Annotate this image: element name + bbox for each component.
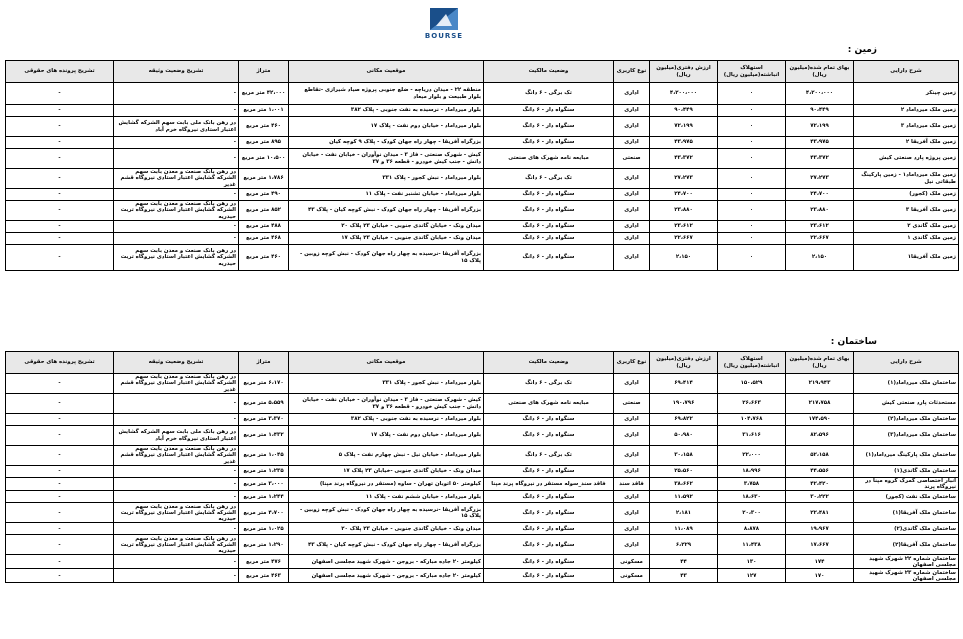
cell-asset-description: ساختمان ملک میرداماد(۳) — [854, 426, 959, 446]
cell-accumulated-depreciation: ۲۶،۶۶۳ — [718, 394, 786, 414]
cell-ownership-status: تک برگی - ۶ دانگ — [484, 446, 614, 466]
header-accumulated-depreciation: استهلاک انباشته(میلیون ریال) — [718, 352, 786, 374]
cell-ownership-status: سنگواه دار - ۶ دانگ — [484, 414, 614, 426]
building-header-row — [6, 352, 959, 374]
cell-cost-price: ۵۲،۱۵۸ — [786, 446, 854, 466]
cell-area: ۴۶۸ متر مربع — [239, 233, 289, 245]
cell-location: بلوار میرداماد - خیابان ششم نفت - پلاک ۱۱ — [289, 491, 484, 503]
cell-asset-description: زمین ملک آفریقا۱ — [854, 245, 959, 271]
cell-cost-price: ۱۹،۹۶۷ — [786, 523, 854, 535]
cell-legal-cases: - — [6, 137, 114, 149]
cell-accumulated-depreciation: ۰ — [718, 137, 786, 149]
cell-legal-cases: - — [6, 569, 114, 583]
cell-usage-type: اداری — [614, 466, 650, 478]
cell-legal-cases: - — [6, 478, 114, 491]
cell-location: کیش - شهرک صنعتی - فاز ۳ - میدان نوآوران - خیابان نفت - خیابان دانش - جنب کیش خودرو - قطعه ۳۶ و ۳۷ — [289, 149, 484, 169]
table-row — [6, 394, 959, 414]
header-asset-description: شرح دارایی — [854, 61, 959, 83]
table-row — [6, 137, 959, 149]
cell-legal-cases: - — [6, 169, 114, 189]
cell-cost-price: ۴،۲۰۰،۰۰۰ — [786, 83, 854, 105]
cell-location: میدان ونک - خیابان گاندی جنوبی -خیابان ۲۳ پلاک ۱۷ — [289, 466, 484, 478]
cell-legal-cases: - — [6, 201, 114, 221]
cell-usage-type: صنعتی — [614, 149, 650, 169]
cell-mortgage-status: - — [114, 491, 239, 503]
header-mortgage-status: تشریح وضعیت وثیقه — [114, 61, 239, 83]
cell-book-value: ۱۹۰،۷۹۶ — [650, 394, 718, 414]
cell-ownership-status: فاقد سند_سوله مستقر در نیروگاه پرند مپنا — [484, 478, 614, 491]
cell-area: ۱،۰۴۵ متر مربع — [239, 446, 289, 466]
cell-mortgage-status: - — [114, 149, 239, 169]
cell-cost-price: ۱۷۰ — [786, 569, 854, 583]
cell-book-value: ۲،۱۵۰ — [650, 245, 718, 271]
cell-legal-cases: - — [6, 535, 114, 555]
cell-mortgage-status: در رهن بانک صنعت و معدن بابت سهم الشرکه گشایش اعتبار استادی نیروگاه قشم غدیر — [114, 446, 239, 466]
cell-cost-price: ۴۲،۴۲۰ — [786, 478, 854, 491]
cell-ownership-status: سنگواه دار - ۶ دانگ — [484, 523, 614, 535]
cell-legal-cases: - — [6, 233, 114, 245]
cell-legal-cases: - — [6, 394, 114, 414]
cell-asset-description: ساختمان ملک گاندی(۲) — [854, 523, 959, 535]
cell-legal-cases: - — [6, 555, 114, 569]
table-row — [6, 446, 959, 466]
cell-book-value: ۱۱،۰۸۹ — [650, 523, 718, 535]
header-legal-cases: تشریح پرونده های حقوقی — [6, 352, 114, 374]
cell-book-value: ۴۴ — [650, 555, 718, 569]
cell-asset-description: زمین چینکر — [854, 83, 959, 105]
cell-mortgage-status: در رهن بانک صنعت و معدن بابت سهم الشرکه گشایش اعتبار استادی نیروگاه تربت حیدریه — [114, 503, 239, 523]
cell-legal-cases: - — [6, 117, 114, 137]
cell-mortgage-status: - — [114, 569, 239, 583]
cell-location: بلوار میرداماد - نرسیده به نفت جنوبی - پلاک ۳۸۲ — [289, 105, 484, 117]
cell-book-value: ۲۵،۵۶۰ — [650, 466, 718, 478]
header-cost-price: بهای تمام شده(میلیون ریال) — [786, 61, 854, 83]
table-row — [6, 83, 959, 105]
header-book-value: ارزش دفتری(میلیون ریال) — [650, 352, 718, 374]
table-row — [6, 491, 959, 503]
cell-usage-type: مسکونی — [614, 569, 650, 583]
cell-book-value: ۲۳،۸۸۰ — [650, 201, 718, 221]
cell-area: ۱،۲۴۴ متر مربع — [239, 491, 289, 503]
cell-location: بزرگراه آفریقا -نرسیده به چهار راه جهان کودک - نبش کوچه زوبین - پلاک ۱۵ — [289, 245, 484, 271]
cell-ownership-status: سنگواه دار - ۶ دانگ — [484, 555, 614, 569]
header-location: موقعیت مکانی — [289, 352, 484, 374]
cell-accumulated-depreciation: ۱۲۷ — [718, 569, 786, 583]
table-row — [6, 535, 959, 555]
cell-mortgage-status: - — [114, 233, 239, 245]
cell-usage-type: اداری — [614, 426, 650, 446]
cell-book-value: ۲۲،۶۶۷ — [650, 233, 718, 245]
cell-mortgage-status: در رهن بانک صنعت و معدن بابت سهم الشرکه گشایش اعتبار استادی نیروگاه تربت حیدریه — [114, 245, 239, 271]
cell-ownership-status: سنگواه دار - ۶ دانگ — [484, 569, 614, 583]
cell-book-value: ۴۳ — [650, 569, 718, 583]
table-row — [6, 523, 959, 535]
cell-ownership-status: سنگواه دار - ۶ دانگ — [484, 221, 614, 233]
cell-asset-description: ساختمان ملک آفریقا(۲) — [854, 535, 959, 555]
header-accumulated-depreciation: استهلاک انباشته(میلیون ریال) — [718, 61, 786, 83]
cell-area: ۵،۵۵۹ متر مربع — [239, 394, 289, 414]
cell-accumulated-depreciation: ۰ — [718, 201, 786, 221]
cell-accumulated-depreciation: ۰ — [718, 149, 786, 169]
cell-accumulated-depreciation: ۰ — [718, 245, 786, 271]
table-row — [6, 117, 959, 137]
cell-usage-type: اداری — [614, 491, 650, 503]
cell-location: کیلومتر ۲۰ جاده مبارکه - بروجن - شهرک شهید مجلسی اصفهان — [289, 555, 484, 569]
cell-usage-type: اداری — [614, 137, 650, 149]
cell-mortgage-status: - — [114, 414, 239, 426]
cell-accumulated-depreciation: ۱۰۴،۷۶۸ — [718, 414, 786, 426]
cell-mortgage-status: - — [114, 478, 239, 491]
cell-mortgage-status: - — [114, 189, 239, 201]
cell-usage-type: اداری — [614, 221, 650, 233]
cell-area: ۱،۲۹۰ متر مربع — [239, 535, 289, 555]
cell-asset-description: ساختمان شماره ۲۳ شهرک شهید مجلسی اصفهان — [854, 569, 959, 583]
cell-asset-description: ساختمان ملک گاندی(۱) — [854, 466, 959, 478]
cell-legal-cases: - — [6, 374, 114, 394]
cell-accumulated-depreciation: ۱۳۰ — [718, 555, 786, 569]
cell-ownership-status: سنگواه دار - ۶ دانگ — [484, 201, 614, 221]
building-section-title: ساختمان : — [830, 337, 877, 347]
cell-asset-description: ساختمان ملک میرداماد(۲) — [854, 414, 959, 426]
cell-area: ۱،۰۲۵ متر مربع — [239, 523, 289, 535]
cell-accumulated-depreciation: ۱۱،۴۳۸ — [718, 535, 786, 555]
cell-mortgage-status: - — [114, 394, 239, 414]
table-row — [6, 503, 959, 523]
cell-ownership-status: سنگواه دار - ۶ دانگ — [484, 245, 614, 271]
cell-mortgage-status: - — [114, 466, 239, 478]
table-row — [6, 201, 959, 221]
cell-area: ۶،۱۷۰ متر مربع — [239, 374, 289, 394]
cell-location: بلوار میرداماد - نرسیده به نفت جنوبی - پلاک ۳۸۲ — [289, 414, 484, 426]
cell-asset-description: زمین ملک میرداماد۱ - زمین پارکینگ طبقاتی نیل — [854, 169, 959, 189]
header-location: موقعیت مکانی — [289, 61, 484, 83]
cell-cost-price: ۲۱۹،۹۴۳ — [786, 374, 854, 394]
cell-legal-cases: - — [6, 105, 114, 117]
cell-location: بلوار میرداماد - خیابان دوم نفت - پلاک ۱۷ — [289, 117, 484, 137]
header-area: متراژ — [239, 352, 289, 374]
cell-accumulated-depreciation: ۰ — [718, 83, 786, 105]
cell-area: ۳،۰۰۰ متر مربع — [239, 478, 289, 491]
cell-legal-cases: - — [6, 189, 114, 201]
header-asset-description: شرح دارایی — [854, 352, 959, 374]
cell-location: بلوار میرداماد - خیابان تشنبر نفت - پلاک ۱۱ — [289, 189, 484, 201]
cell-ownership-status: سنگواه دار - ۶ دانگ — [484, 535, 614, 555]
cell-legal-cases: - — [6, 414, 114, 426]
cell-cost-price: ۲،۱۵۰ — [786, 245, 854, 271]
cell-asset-description: ساختمان شماره ۲۲ شهرک شهید مجلسی اصفهان — [854, 555, 959, 569]
bourse-logo — [412, 6, 476, 42]
cell-ownership-status: تک برگی - ۶ دانگ — [484, 169, 614, 189]
logo-text: BOURSE — [424, 32, 464, 40]
cell-asset-description: ساختمان ملک آفریقا(۱) — [854, 503, 959, 523]
cell-cost-price: ۲۲،۴۸۱ — [786, 503, 854, 523]
cell-area: ۴۶۰ متر مربع — [239, 117, 289, 137]
cell-accumulated-depreciation: ۰ — [718, 169, 786, 189]
cell-location: بزرگراه آفریقا - چهار راه جهان کودک - نبش کوچه کیان - پلاک ۴۳ — [289, 201, 484, 221]
table-row — [6, 414, 959, 426]
header-book-value: ارزش دفتری(میلیون ریال) — [650, 61, 718, 83]
cell-legal-cases: - — [6, 426, 114, 446]
cell-mortgage-status: - — [114, 105, 239, 117]
cell-book-value: ۷۲،۱۹۹ — [650, 117, 718, 137]
cell-location: میدان ونک - خیابان گاندی جنوبی - خیابان ۲۳ پلاک ۲۰ — [289, 523, 484, 535]
cell-mortgage-status: در رهن بانک صنعت و معدن بابت سهم الشرکه گشایش اعتبار استادی نیروگاه تربت حیدریه — [114, 201, 239, 221]
cell-cost-price: ۸۲،۵۹۶ — [786, 426, 854, 446]
cell-ownership-status: تک برگی - ۶ دانگ — [484, 83, 614, 105]
cell-accumulated-depreciation: ۸،۸۷۸ — [718, 523, 786, 535]
cell-ownership-status: تک برگی - ۶ دانگ — [484, 374, 614, 394]
cell-usage-type: مسکونی — [614, 555, 650, 569]
cell-cost-price: ۹۰،۴۴۹ — [786, 105, 854, 117]
cell-legal-cases: - — [6, 523, 114, 535]
cell-cost-price: ۲۳،۶۱۲ — [786, 221, 854, 233]
cell-cost-price: ۴۴،۵۵۶ — [786, 466, 854, 478]
cell-ownership-status: سنگواه دار - ۶ دانگ — [484, 491, 614, 503]
header-mortgage-status: تشریح وضعیت وثیقه — [114, 352, 239, 374]
cell-book-value: ۴۳،۳۷۲ — [650, 149, 718, 169]
land-header-row — [6, 61, 959, 83]
cell-usage-type: اداری — [614, 414, 650, 426]
cell-usage-type: اداری — [614, 535, 650, 555]
cell-usage-type: صنعتی — [614, 394, 650, 414]
header-cost-price: بهای تمام شده(میلیون ریال) — [786, 352, 854, 374]
cell-asset-description: مستحدثات پارد صنعتی کیش — [854, 394, 959, 414]
cell-mortgage-status: - — [114, 83, 239, 105]
table-row — [6, 221, 959, 233]
cell-legal-cases: - — [6, 83, 114, 105]
cell-area: ۸۵۲ متر مربع — [239, 201, 289, 221]
cell-accumulated-depreciation: ۰ — [718, 105, 786, 117]
cell-legal-cases: - — [6, 503, 114, 523]
cell-asset-description: زمین ملک میرداماد ۳ — [854, 117, 959, 137]
land-section-title: زمین : — [847, 45, 877, 55]
header-ownership-status: وضعیت مالکیت — [484, 61, 614, 83]
cell-book-value: ۲۷،۲۷۳ — [650, 169, 718, 189]
cell-mortgage-status: در رهن بانک ملی بابت سهم الشرکه گشایش اعتبار استادی نیروگاه خرم آباد — [114, 426, 239, 446]
cell-usage-type: اداری — [614, 201, 650, 221]
cell-area: ۴۹۰ متر مربع — [239, 189, 289, 201]
table-row — [6, 149, 959, 169]
table-row — [6, 374, 959, 394]
cell-usage-type: اداری — [614, 169, 650, 189]
cell-area: ۴۲،۰۰۰ متر مربع — [239, 83, 289, 105]
cell-legal-cases: - — [6, 466, 114, 478]
cell-book-value: ۴،۲۰۰،۰۰۰ — [650, 83, 718, 105]
cell-legal-cases: - — [6, 149, 114, 169]
cell-book-value: ۳۸،۶۶۲ — [650, 478, 718, 491]
cell-accumulated-depreciation: ۲۲،۰۰۰ — [718, 446, 786, 466]
cell-location: میدان ونک - خیابان گاندی جنوبی - خیابان ۲۳ پلاک ۱۷ — [289, 233, 484, 245]
cell-book-value: ۶۹،۴۱۴ — [650, 374, 718, 394]
cell-ownership-status: مبایعه نامه شهرک های صنعتی — [484, 394, 614, 414]
cell-area: ۱،۷۸۶ متر مربع — [239, 169, 289, 189]
building-table — [5, 351, 959, 583]
cell-location: بزرگراه آفریقا - چهار راه جهان کودک - پلاک ۹ کوچه کیان — [289, 137, 484, 149]
cell-usage-type: فاقد سند — [614, 478, 650, 491]
cell-book-value: ۴۳،۹۷۵ — [650, 137, 718, 149]
cell-cost-price: ۱۷،۶۶۷ — [786, 535, 854, 555]
cell-usage-type: اداری — [614, 83, 650, 105]
table-row — [6, 555, 959, 569]
cell-area: ۱۰،۵۰۰ متر مربع — [239, 149, 289, 169]
cell-accumulated-depreciation: ۱۸،۶۳۰ — [718, 491, 786, 503]
table-row — [6, 245, 959, 271]
cell-book-value: ۶۹،۸۲۲ — [650, 414, 718, 426]
header-area: متراژ — [239, 61, 289, 83]
cell-usage-type: اداری — [614, 503, 650, 523]
cell-cost-price: ۱۷۴ — [786, 555, 854, 569]
cell-book-value: ۱۱،۵۹۲ — [650, 491, 718, 503]
cell-usage-type: اداری — [614, 245, 650, 271]
cell-ownership-status: سنگواه دار - ۶ دانگ — [484, 137, 614, 149]
cell-area: ۱،۴۳۲ متر مربع — [239, 426, 289, 446]
cell-accumulated-depreciation: ۳،۷۵۸ — [718, 478, 786, 491]
cell-mortgage-status: - — [114, 555, 239, 569]
cell-area: ۴۸۸ متر مربع — [239, 221, 289, 233]
cell-location: بلوار میرداماد - خیابان دوم نفت - پلاک ۱۷ — [289, 426, 484, 446]
table-row — [6, 466, 959, 478]
cell-book-value: ۳۰،۱۵۸ — [650, 446, 718, 466]
cell-ownership-status: سنگواه دار - ۶ دانگ — [484, 233, 614, 245]
cell-cost-price: ۷۲،۱۹۹ — [786, 117, 854, 137]
cell-mortgage-status: در رهن بانک ملی بابت سهم الشرکه گشایش اعتبار استادی نیروگاه خرم آباد — [114, 117, 239, 137]
cell-area: ۳،۳۷۰ متر مربع — [239, 414, 289, 426]
cell-book-value: ۶،۲۲۹ — [650, 535, 718, 555]
cell-asset-description: زمین ملک گاندی ۲ — [854, 221, 959, 233]
cell-cost-price: ۲۷،۲۷۳ — [786, 169, 854, 189]
table-row — [6, 105, 959, 117]
cell-usage-type: اداری — [614, 446, 650, 466]
cell-location: بلوار میرداماد - خیابان نیل - نبش چهارم نفت - پلاک ۵ — [289, 446, 484, 466]
cell-accumulated-depreciation: ۰ — [718, 233, 786, 245]
cell-usage-type: اداری — [614, 233, 650, 245]
cell-area: ۴۶۰ متر مربع — [239, 245, 289, 271]
cell-accumulated-depreciation: ۳۱،۶۱۶ — [718, 426, 786, 446]
cell-ownership-status: سنگواه دار - ۶ دانگ — [484, 503, 614, 523]
cell-book-value: ۹۰،۴۴۹ — [650, 105, 718, 117]
cell-accumulated-depreciation: ۱۵۰،۵۲۹ — [718, 374, 786, 394]
cell-book-value: ۵۰،۹۸۰ — [650, 426, 718, 446]
cell-book-value: ۲۳،۶۱۲ — [650, 221, 718, 233]
cell-legal-cases: - — [6, 221, 114, 233]
cell-asset-description: ساختمان ملک نفت (کجور) — [854, 491, 959, 503]
cell-cost-price: ۲۴،۷۰۰ — [786, 189, 854, 201]
cell-location: کیلومتر ۲۰ جاده مبارکه - بروجن - شهرک شهید مجلسی اصفهان — [289, 569, 484, 583]
cell-mortgage-status: - — [114, 523, 239, 535]
cell-asset-description: زمین ملک آفریقا ۳ — [854, 201, 959, 221]
cell-ownership-status: سنگواه دار - ۶ دانگ — [484, 426, 614, 446]
cell-usage-type: اداری — [614, 189, 650, 201]
cell-mortgage-status: در رهن بانک صنعت و معدن بابت سهم الشرکه گشایش اعتبار استادی نیروگاه قشم غدیر — [114, 169, 239, 189]
cell-usage-type: اداری — [614, 105, 650, 117]
cell-location: کیلومتر ۵۰ اتوبان تهران - ساوه (مستقر در نیروگاه پرند مپنا) — [289, 478, 484, 491]
cell-location: بزرگراه آفریقا - چهار راه جهان کودک - نبش کوچه کیان - پلاک ۴۳ — [289, 535, 484, 555]
table-row — [6, 426, 959, 446]
table-row — [6, 569, 959, 583]
table-row — [6, 233, 959, 245]
table-row — [6, 189, 959, 201]
cell-mortgage-status: - — [114, 221, 239, 233]
cell-asset-description: زمین ملک (کجور) — [854, 189, 959, 201]
cell-book-value: ۲۴،۷۰۰ — [650, 189, 718, 201]
cell-asset-description: زمین ملک آفریقا ۲ — [854, 137, 959, 149]
cell-accumulated-depreciation: ۰ — [718, 221, 786, 233]
cell-location: کیش - شهرک صنعتی - فاز ۳ - میدان نوآوران - خیابان نفت - خیابان دانش - جنب کیش خودرو - قطعه ۳۶ و ۳۷ — [289, 394, 484, 414]
cell-accumulated-depreciation: ۰ — [718, 117, 786, 137]
cell-cost-price: ۲۲،۶۶۷ — [786, 233, 854, 245]
cell-location: بزرگراه آفریقا -نرسیده به چهار راه جهان کودک - نبش کوچه زوبین - پلاک ۱۵ — [289, 503, 484, 523]
cell-ownership-status: مبایعه نامه شهرک های صنعتی — [484, 149, 614, 169]
cell-location: منطقه ۲۲ - میدان دریاچه - ضلع جنوبی پروژه صیاد شیرازی -تقاطع بلوار طبیعت و بلوار میعاد — [289, 83, 484, 105]
cell-cost-price: ۲۱۷،۷۵۸ — [786, 394, 854, 414]
table-row — [6, 169, 959, 189]
cell-asset-description: زمین ملک میرداماد ۲ — [854, 105, 959, 117]
cell-accumulated-depreciation: ۱۸،۹۹۶ — [718, 466, 786, 478]
cell-area: ۴۶۳ متر مربع — [239, 569, 289, 583]
header-usage-type: نوع کاربری — [614, 352, 650, 374]
cell-usage-type: اداری — [614, 117, 650, 137]
cell-ownership-status: سنگواه دار - ۶ دانگ — [484, 105, 614, 117]
cell-asset-description: زمین پروژه پارد صنعتی کیش — [854, 149, 959, 169]
cell-cost-price: ۳۰،۲۲۲ — [786, 491, 854, 503]
cell-location: بلوار میرداماد - نبش کجور - پلاک ۳۳۱ — [289, 374, 484, 394]
cell-asset-description: ساختمان ملک میرداماد(۱) — [854, 374, 959, 394]
cell-asset-description: انبار اختصاصی گمرک گروه مپنا در نیروگاه پرند — [854, 478, 959, 491]
cell-cost-price: ۲۳،۸۸۰ — [786, 201, 854, 221]
cell-area: ۱،۰۰۱ متر مربع — [239, 105, 289, 117]
cell-location: بلوار میرداماد - نبش کجور - پلاک ۳۳۱ — [289, 169, 484, 189]
cell-asset-description: زمین ملک گاندی ۱ — [854, 233, 959, 245]
header-legal-cases: تشریح پرونده های حقوقی — [6, 61, 114, 83]
cell-mortgage-status: - — [114, 137, 239, 149]
header-usage-type: نوع کاربری — [614, 61, 650, 83]
cell-area: ۸۹۵ متر مربع — [239, 137, 289, 149]
cell-book-value: ۲،۱۸۱ — [650, 503, 718, 523]
cell-usage-type: اداری — [614, 523, 650, 535]
cell-legal-cases: - — [6, 491, 114, 503]
cell-mortgage-status: در رهن بانک صنعت و معدن بابت سهم الشرکه گشایش اعتبار استادی نیروگاه قشم غدیر — [114, 374, 239, 394]
cell-cost-price: ۱۷۴،۵۹۰ — [786, 414, 854, 426]
land-table — [5, 60, 959, 271]
cell-accumulated-depreciation: ۰ — [718, 189, 786, 201]
cell-accumulated-depreciation: ۲۰،۳۰۰ — [718, 503, 786, 523]
cell-usage-type: اداری — [614, 374, 650, 394]
cell-area: ۱،۲۳۵ متر مربع — [239, 466, 289, 478]
cell-legal-cases: - — [6, 245, 114, 271]
cell-legal-cases: - — [6, 446, 114, 466]
cell-area: ۴۷۶ متر مربع — [239, 555, 289, 569]
cell-mortgage-status: در رهن بانک صنعت و معدن بابت سهم الشرکه گشایش اعتبار استادی نیروگاه تربت حیدریه — [114, 535, 239, 555]
cell-ownership-status: سنگواه دار - ۶ دانگ — [484, 117, 614, 137]
cell-cost-price: ۴۳،۹۷۵ — [786, 137, 854, 149]
table-row — [6, 478, 959, 491]
cell-ownership-status: سنگواه دار - ۶ دانگ — [484, 189, 614, 201]
cell-cost-price: ۴۳،۳۷۲ — [786, 149, 854, 169]
bourse-emblem-icon — [424, 6, 464, 32]
cell-area: ۴،۷۰۰ متر مربع — [239, 503, 289, 523]
cell-location: میدان ونک - خیابان گاندی جنوبی - خیابان ۲۳ پلاک ۲۰ — [289, 221, 484, 233]
cell-asset-description: ساختمان ملک پارکینگ میرداماد(۱) — [854, 446, 959, 466]
header-ownership-status: وضعیت مالکیت — [484, 352, 614, 374]
cell-ownership-status: سنگواه دار - ۶ دانگ — [484, 466, 614, 478]
